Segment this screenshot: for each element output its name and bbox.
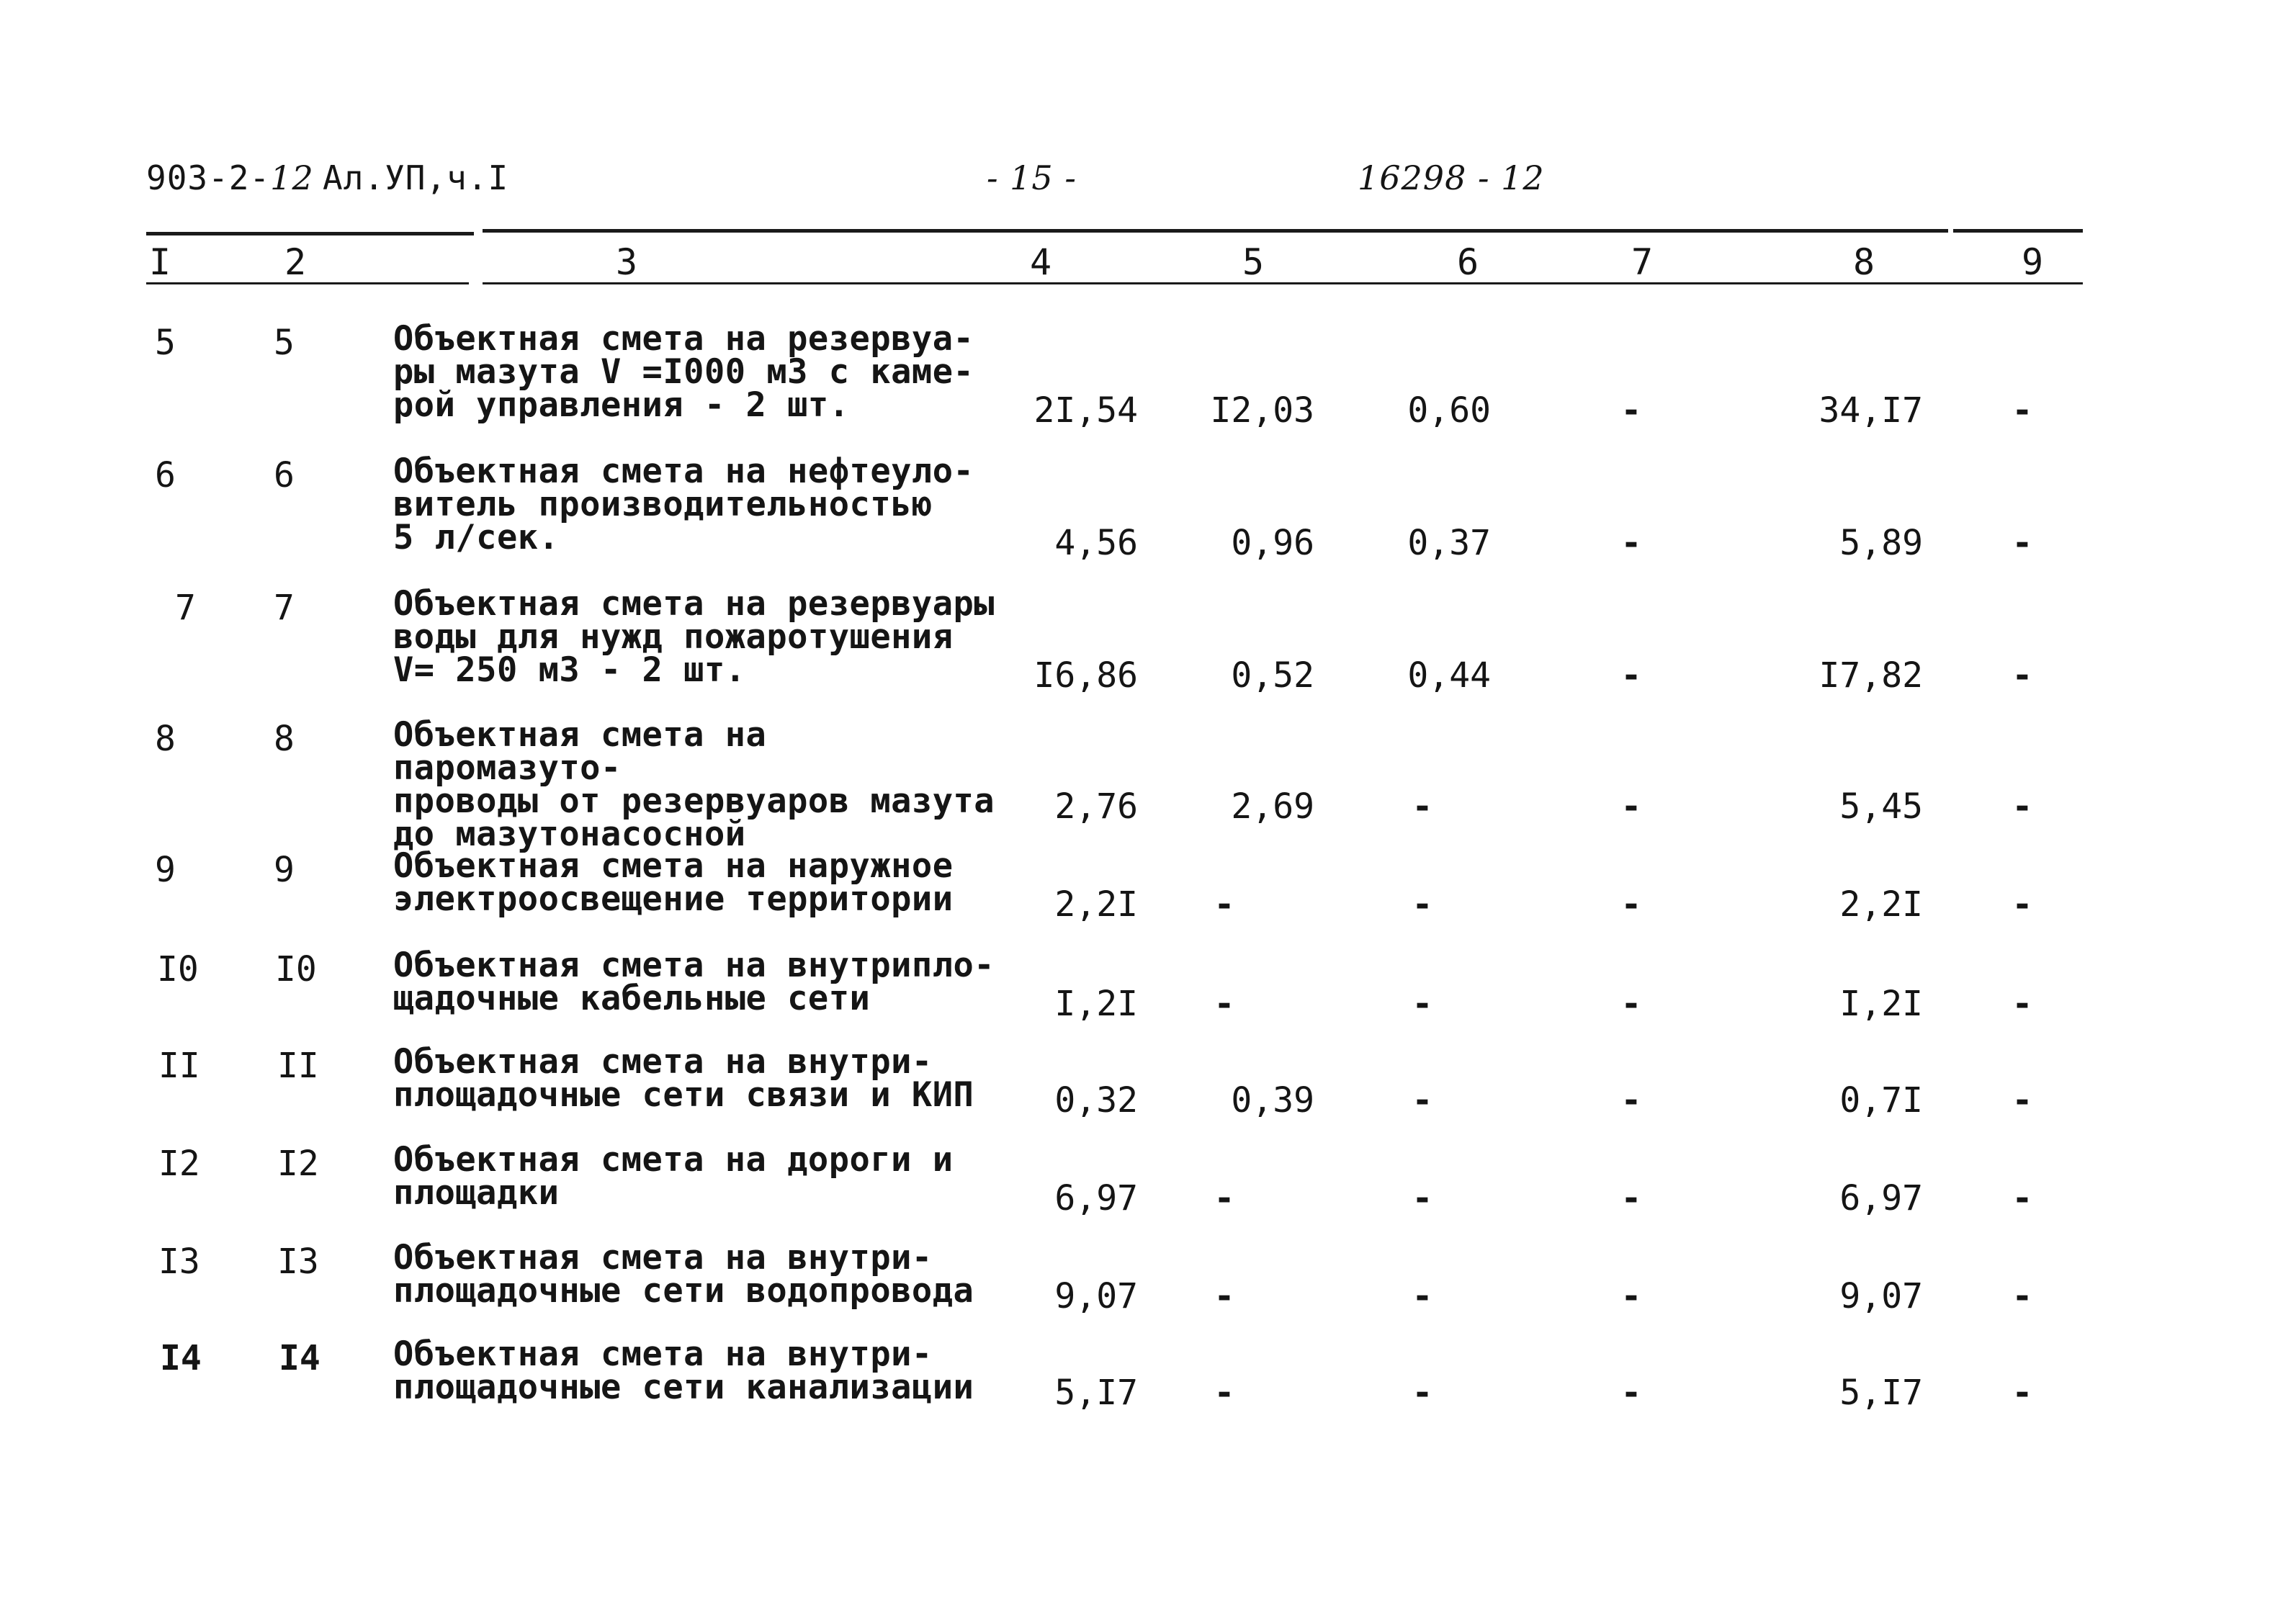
col8-value: 2,2I (1839, 884, 1923, 925)
col7-value: - (1620, 1080, 1642, 1121)
col7-value: - (1620, 1373, 1642, 1413)
col6-value: - (1412, 984, 1433, 1024)
col6-value: 0,44 (1407, 655, 1491, 696)
col9-value: - (2012, 1178, 2033, 1218)
item-number: II (277, 1046, 319, 1086)
item-description: Объектная смета на резервуа- ры мазута V =I000 м3 с каме- рой управления - 2 шт. (393, 319, 974, 425)
album-ref: Ал.УП,ч.I (323, 158, 509, 197)
col6-value: - (1412, 1276, 1433, 1316)
item-description: Объектная смета на паромазуто- проводы от резервуаров мазута до мазутонасосной (393, 715, 995, 854)
col5-value: 0,96 (1231, 523, 1314, 563)
column-header-rule-left (146, 282, 469, 284)
column-header-rule-right (483, 282, 2083, 284)
col6-value: - (1412, 1373, 1433, 1413)
row-number: I0 (157, 949, 199, 989)
col4-value: 5,I7 (1054, 1373, 1138, 1413)
col6-value: - (1412, 1178, 1433, 1218)
col5-value: I2,03 (1210, 390, 1314, 431)
column-number: I (148, 241, 171, 283)
col8-value: 5,89 (1839, 523, 1923, 563)
col4-value: 2,76 (1054, 786, 1138, 827)
column-number: 7 (1631, 241, 1654, 283)
col8-value: I,2I (1839, 984, 1923, 1024)
col7-value: - (1620, 1178, 1642, 1218)
col5-value: - (1214, 984, 1235, 1024)
item-description: Объектная смета на нефтеуло- витель производительностью 5 л/сек. (393, 452, 974, 557)
col4-value: 2I,54 (1033, 390, 1138, 431)
row-number: I2 (158, 1144, 200, 1184)
col8-value: 6,97 (1839, 1178, 1923, 1218)
column-number: 3 (615, 241, 638, 283)
col6-value: 0,37 (1407, 523, 1491, 563)
item-description: Объектная смета на внутрипло- щадочные кабельные сети (393, 946, 995, 1018)
item-number: 9 (274, 850, 295, 890)
col6-value: 0,60 (1407, 390, 1491, 431)
col7-value: - (1620, 1276, 1642, 1316)
col4-value: 2,2I (1054, 884, 1138, 925)
col5-value: 2,69 (1231, 786, 1314, 827)
col4-value: 4,56 (1054, 523, 1138, 563)
row-number: 6 (155, 455, 176, 495)
header-rule-end (1953, 229, 2083, 233)
col4-value: 9,07 (1054, 1276, 1138, 1316)
col5-value: - (1214, 1276, 1235, 1316)
item-description: Объектная смета на внутри- площадочные сети водопровода (393, 1238, 974, 1311)
item-number: 5 (274, 323, 295, 363)
col8-value: 5,45 (1839, 786, 1923, 827)
col8-value: 5,I7 (1839, 1373, 1923, 1413)
col8-value: 0,7I (1839, 1080, 1923, 1121)
col7-value: - (1620, 523, 1642, 563)
row-number: 9 (155, 850, 176, 890)
row-number: 5 (155, 323, 176, 363)
column-number: 5 (1242, 241, 1265, 283)
item-number: 6 (274, 455, 295, 495)
item-description: Объектная смета на внутри- площадочные сети связи и КИП (393, 1042, 974, 1115)
header-rule-left (146, 232, 474, 235)
col4-value: I,2I (1054, 984, 1138, 1024)
col9-value: - (2012, 655, 2033, 696)
col9-value: - (2012, 884, 2033, 925)
column-number: 2 (284, 241, 307, 283)
item-number: I4 (279, 1338, 320, 1378)
column-number: 6 (1456, 241, 1479, 283)
column-number-header (0, 241, 2296, 284)
item-description: Объектная смета на наружное электроосвещение территории (393, 846, 954, 919)
doc-code: 903-2-12 (146, 158, 314, 197)
col6-value: - (1412, 884, 1433, 925)
item-number: I0 (275, 949, 317, 989)
page-header (0, 158, 2296, 209)
col8-value: I7,82 (1819, 655, 1923, 696)
col7-value: - (1620, 786, 1642, 827)
row-number: II (158, 1046, 200, 1086)
item-number: 8 (274, 719, 295, 759)
document-stamp: 16298 - 12 (1358, 158, 1545, 197)
col8-value: 34,I7 (1819, 390, 1923, 431)
col9-value: - (2012, 1276, 2033, 1316)
col6-value: - (1412, 1080, 1433, 1121)
item-number: I3 (277, 1242, 319, 1282)
column-number: 4 (1029, 241, 1052, 283)
col5-value: 0,52 (1231, 655, 1314, 696)
col7-value: - (1620, 884, 1642, 925)
col4-value: I6,86 (1033, 655, 1138, 696)
item-description: Объектная смета на внутри- площадочные сети канализации (393, 1334, 974, 1407)
col4-value: 0,32 (1054, 1080, 1138, 1121)
col4-value: 6,97 (1054, 1178, 1138, 1218)
col5-value: 0,39 (1231, 1080, 1314, 1121)
col9-value: - (2012, 786, 2033, 827)
col8-value: 9,07 (1839, 1276, 1923, 1316)
row-number: I3 (158, 1242, 200, 1282)
col5-value: - (1214, 884, 1235, 925)
item-number: I2 (277, 1144, 319, 1184)
col7-value: - (1620, 390, 1642, 431)
item-description: Объектная смета на резервуары воды для нужд пожаротушения V= 250 м3 - 2 шт. (393, 584, 995, 690)
col5-value: - (1214, 1373, 1235, 1413)
item-description: Объектная смета на дороги и площадки (393, 1140, 954, 1213)
col9-value: - (2012, 523, 2033, 563)
header-rule-right (483, 229, 1948, 233)
col7-value: - (1620, 984, 1642, 1024)
col9-value: - (2012, 390, 2033, 431)
row-number: 7 (175, 588, 196, 628)
col9-value: - (2012, 984, 2033, 1024)
row-number: 8 (155, 719, 176, 759)
col7-value: - (1620, 655, 1642, 696)
col9-value: - (2012, 1080, 2033, 1121)
row-number: I4 (160, 1338, 202, 1378)
page-number: - 15 - (987, 158, 1077, 197)
col5-value: - (1214, 1178, 1235, 1218)
item-number: 7 (274, 588, 295, 628)
column-number: 8 (1852, 241, 1875, 283)
col9-value: - (2012, 1373, 2033, 1413)
col6-value: - (1412, 786, 1433, 827)
column-number: 9 (2021, 241, 2044, 283)
